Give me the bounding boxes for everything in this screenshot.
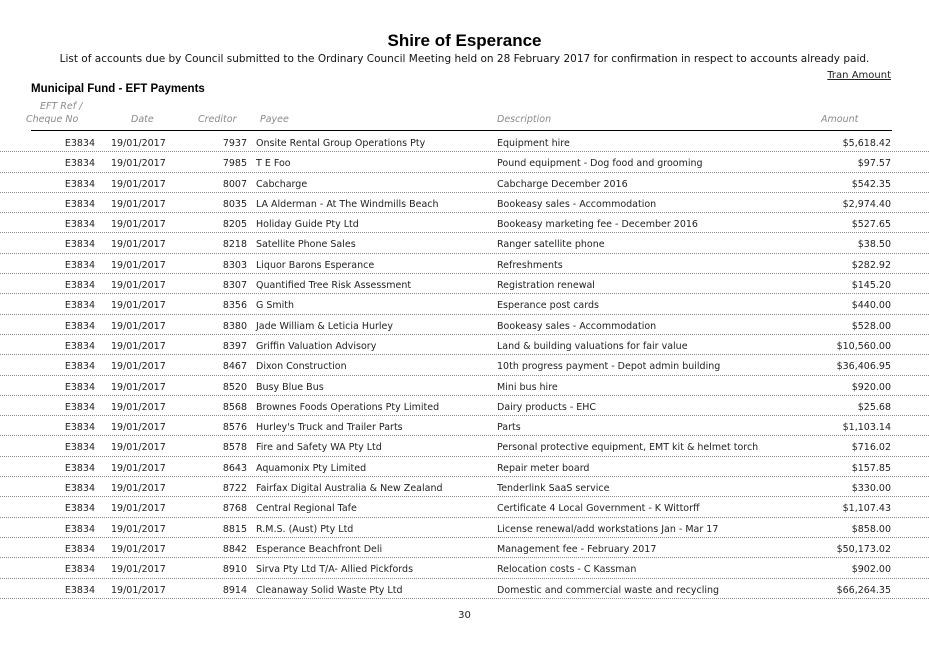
cell-description: Land & building valuations for fair value [497,340,688,352]
cell-payee: Fairfax Digital Australia & New Zealand [256,483,443,495]
table-row [0,559,929,578]
table-row [0,539,929,558]
cell-payee: Satellite Phone Sales [256,239,356,251]
cell-date: 19/01/2017 [111,503,166,515]
cell-amount: $2,974.40 [842,198,891,210]
cell-creditor: 8842 [222,543,247,555]
header-ref-line2: Cheque No [26,114,79,125]
cell-creditor: 8815 [222,523,247,535]
table-row [0,295,929,314]
cell-creditor: 8397 [222,340,247,352]
cell-amount: $50,173.02 [836,543,891,555]
cell-amount: $5,618.42 [842,138,891,149]
cell-amount: $157.85 [851,462,891,474]
cell-creditor: 8303 [222,259,247,271]
cell-creditor: 8356 [222,300,247,312]
cell-date: 19/01/2017 [111,381,166,393]
cell-eft-ref: E3834 [64,442,95,454]
cell-description: Mini bus hire [497,381,558,393]
cell-amount: $716.02 [851,442,891,454]
cell-eft-ref: E3834 [64,280,95,292]
cell-description: Pound equipment - Dog food and grooming [497,158,703,170]
cell-amount: $902.00 [851,564,891,576]
cell-amount: $36,406.95 [836,361,891,373]
cell-date: 19/01/2017 [111,219,166,231]
cell-description: Relocation costs - C Kassman [497,564,637,576]
cell-description: Esperance post cards [497,300,599,312]
cell-date: 19/01/2017 [111,523,166,535]
cell-date: 19/01/2017 [111,401,166,413]
cell-eft-ref: E3834 [64,361,95,373]
cell-amount: $97.57 [857,158,891,170]
table-row [0,478,929,497]
cell-amount: $1,107.43 [842,503,891,515]
cell-eft-ref: E3834 [64,483,95,495]
cell-date: 19/01/2017 [111,239,166,251]
cell-eft-ref: E3834 [64,564,95,576]
cell-creditor: 8576 [222,422,247,434]
cell-creditor: 8205 [222,219,247,231]
cell-description: License renewal/add workstations Jan - Mar 17 [497,523,719,535]
cell-amount: $330.00 [851,483,891,495]
header-ref-line1: EFT Ref / [40,101,83,112]
cell-payee: Cleanaway Solid Waste Pty Ltd [256,584,403,596]
cell-creditor: 8467 [222,361,247,373]
header-payee: Payee [260,114,289,125]
cell-eft-ref: E3834 [64,523,95,535]
cell-creditor: 7937 [222,138,247,149]
cell-amount: $145.20 [851,280,891,292]
cell-payee: LA Alderman - At The Windmills Beach [256,198,439,210]
cell-date: 19/01/2017 [111,543,166,555]
cell-description: 10th progress payment - Depot admin building [497,361,721,373]
cell-creditor: 8768 [222,503,247,515]
cell-amount: $527.65 [851,219,891,231]
table-row [0,580,929,599]
cell-eft-ref: E3834 [64,259,95,271]
cell-date: 19/01/2017 [111,158,166,170]
table-row [0,275,929,294]
cell-amount: $920.00 [851,381,891,393]
cell-description: Cabcharge December 2016 [497,178,628,190]
cell-payee: Liquor Barons Esperance [256,259,375,271]
cell-amount: $10,560.00 [836,340,891,352]
cell-payee: R.M.S. (Aust) Pty Ltd [256,523,354,535]
table-row [0,437,929,456]
cell-payee: Onsite Rental Group Operations Pty [256,138,426,149]
cell-date: 19/01/2017 [111,259,166,271]
cell-amount: $25.68 [857,401,891,413]
cell-eft-ref: E3834 [64,239,95,251]
cell-description: Certificate 4 Local Government - K Wittorff [497,503,700,515]
cell-creditor: 8578 [222,442,247,454]
cell-description: Repair meter board [497,462,590,474]
cell-payee: G Smith [256,300,295,312]
cell-eft-ref: E3834 [64,381,95,393]
cell-amount: $440.00 [851,300,891,312]
table-row [0,234,929,253]
cell-description: Bookeasy marketing fee - December 2016 [497,219,698,231]
cell-amount: $282.92 [851,259,891,271]
cell-description: Equipment hire [497,138,570,149]
cell-date: 19/01/2017 [111,138,166,149]
cell-creditor: 8218 [222,239,247,251]
cell-amount: $528.00 [851,320,891,332]
table-row [0,397,929,416]
table-row [0,356,929,375]
cell-payee: Jade William & Leticia Hurley [256,320,393,332]
table-row [0,194,929,213]
cell-description: Registration renewal [497,280,595,292]
cell-date: 19/01/2017 [111,442,166,454]
cell-eft-ref: E3834 [64,462,95,474]
cell-creditor: 7985 [222,158,247,170]
cell-date: 19/01/2017 [111,361,166,373]
cell-eft-ref: E3834 [64,584,95,596]
cell-creditor: 8914 [222,584,247,596]
table-row [0,316,929,335]
cell-creditor: 8520 [222,381,247,393]
cell-payee: Griffin Valuation Advisory [256,340,377,352]
cell-eft-ref: E3834 [64,543,95,555]
table-row [0,133,929,152]
cell-creditor: 8643 [222,462,247,474]
cell-payee: Sirva Pty Ltd T/A- Allied Pickfords [256,564,414,576]
cell-payee: Busy Blue Bus [256,381,324,393]
cell-date: 19/01/2017 [111,178,166,190]
header-creditor: Creditor [198,114,237,125]
cell-eft-ref: E3834 [64,198,95,210]
cell-creditor: 8307 [222,280,247,292]
cell-description: Refreshments [497,259,563,271]
table-row [0,336,929,355]
cell-date: 19/01/2017 [111,340,166,352]
cell-eft-ref: E3834 [64,503,95,515]
cell-creditor: 8380 [222,320,247,332]
cell-amount: $858.00 [851,523,891,535]
cell-description: Bookeasy sales - Accommodation [497,198,657,210]
cell-date: 19/01/2017 [111,462,166,474]
cell-payee: Fire and Safety WA Pty Ltd [256,442,382,454]
cell-description: Management fee - February 2017 [497,543,657,555]
table-row [0,174,929,193]
cell-payee: Dixon Construction [256,361,347,373]
section-title: Municipal Fund - EFT Payments [31,83,205,95]
cell-amount: $542.35 [851,178,891,190]
cell-eft-ref: E3834 [64,340,95,352]
table-row [0,214,929,233]
header-date: Date [131,114,154,125]
cell-description: Bookeasy sales - Accommodation [497,320,657,332]
tran-amount-label: Tran Amount [827,70,891,81]
cell-description: Domestic and commercial waste and recycling [497,584,720,596]
cell-payee: Cabcharge [256,178,308,190]
table-row [0,417,929,436]
cell-payee: Holiday Guide Pty Ltd [256,219,359,231]
cell-date: 19/01/2017 [111,320,166,332]
cell-creditor: 8007 [222,178,247,190]
cell-eft-ref: E3834 [64,300,95,312]
cell-amount: $66,264.35 [836,584,891,596]
cell-payee: Brownes Foods Operations Pty Limited [256,401,440,413]
cell-creditor: 8910 [222,564,247,576]
cell-description: Dairy products - EHC [497,401,597,413]
table-row [0,255,929,274]
cell-description: Personal protective equipment, EMT kit & helmet torch [497,442,759,454]
cell-eft-ref: E3834 [64,320,95,332]
cell-date: 19/01/2017 [111,422,166,434]
table-row [0,498,929,517]
cell-date: 19/01/2017 [111,280,166,292]
cell-date: 19/01/2017 [111,198,166,210]
table-row [0,458,929,477]
table-row [0,153,929,172]
cell-date: 19/01/2017 [111,300,166,312]
cell-eft-ref: E3834 [64,158,95,170]
cell-eft-ref: E3834 [64,178,95,190]
cell-description: Ranger satellite phone [497,239,605,251]
report-subtitle: List of accounts due by Council submitted to the Ordinary Council Meeting held on 28 February 2017 for confirmation in respect to accounts already paid. [59,53,870,65]
payments-table [0,133,929,600]
header-divider [31,130,892,131]
cell-payee: Esperance Beachfront Deli [256,543,383,555]
cell-payee: Central Regional Tafe [256,503,357,515]
cell-creditor: 8722 [222,483,247,495]
cell-amount: $1,103.14 [842,422,891,434]
cell-eft-ref: E3834 [64,422,95,434]
cell-date: 19/01/2017 [111,564,166,576]
cell-date: 19/01/2017 [111,483,166,495]
cell-eft-ref: E3834 [64,219,95,231]
cell-amount: $38.50 [857,239,891,251]
cell-date: 19/01/2017 [111,584,166,596]
header-description: Description [497,114,552,125]
cell-eft-ref: E3834 [64,401,95,413]
page-number: 30 [458,610,471,621]
cell-description: Tenderlink SaaS service [497,483,610,495]
header-ref [26,100,90,126]
cell-payee: T E Foo [256,158,291,170]
cell-creditor: 8568 [222,401,247,413]
table-row [0,377,929,396]
table-row [0,519,929,538]
header-amount: Amount [821,114,859,125]
page-title: Shire of Esperance [387,31,542,50]
cell-payee: Quantified Tree Risk Assessment [256,280,412,292]
cell-creditor: 8035 [222,198,247,210]
cell-payee: Hurley's Truck and Trailer Parts [256,422,403,434]
cell-description: Parts [497,422,521,434]
cell-eft-ref: E3834 [64,138,95,149]
cell-payee: Aquamonix Pty Limited [256,462,367,474]
